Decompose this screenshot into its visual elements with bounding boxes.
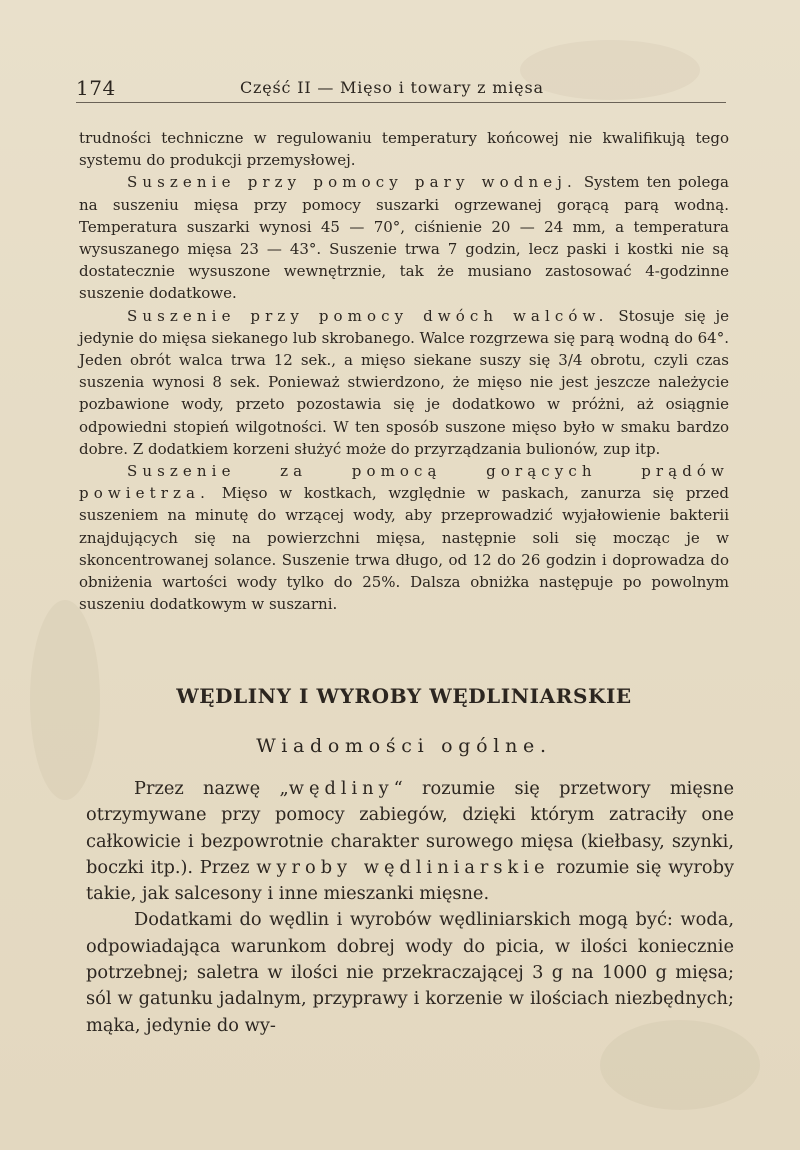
paragraph-hot-air-drying [79, 460, 729, 615]
paragraph-heading: Suszenie przy pomocy pary wodnej. [127, 173, 577, 192]
paragraph-steam-drying [79, 171, 729, 304]
term-wedliny: wędliny [288, 778, 394, 799]
paragraph-roller-drying [79, 305, 729, 460]
text-run: “ rozumie się przetwory mięsne otrzymywane przy pomocy zabiegów, dzięki którym zatraciły one całkowicie i bezpowrotnie charakter surowego mięsa (kiełbasy, szynki, boczki itp.). Przez [86, 778, 734, 878]
subsection-title: Wiadomości ogólne. [256, 735, 552, 757]
text-run: Przez nazwę „ [134, 778, 289, 799]
paragraph-heading: Suszenie przy pomocy dwóch walców. [127, 306, 609, 325]
paragraph-body: Stosuje się je jedynie do mięsa siekanego lub skrobanego. Walce rozgrzewa się parą wodną do 64°. Jeden obrót walca trwa 12 sek., a mięso siekane suszy się 3/4 obrotu, czyli czas suszenia wynosi 8 sek. Ponieważ stwierdzono, że mięso nie jest jeszcze należycie pozbawione wody, przeto pozostawia się je dodatkowo w próżni, aż osiągnie odpowiedni stopień wilgotności. W ten sposób suszone mięso było w smaku bardzo dobre. Z dodatkiem korzeni służyć może do przyrządzania bulionów, zup itp. [79, 306, 729, 458]
paragraph-body: Mięso w kostkach, względnie w paskach, zanurza się przed suszeniem na minutę do wrzącej wody, aby przeprowadzić wyjałowienie bakterii znajdujących się na powierzchni mięsa, następnie soli się mocząc je w skoncentrowanej solance. Suszenie trwa długo, od 12 do 26 godzin i doprowadza do obniżenia wartości wody tylko do 25%. Dalsza obniżka następuje po powolnym suszeniu dodatkowym w suszarni. [79, 484, 729, 614]
page-number: 174 [76, 76, 116, 100]
paragraph-definition [86, 776, 734, 907]
bottom-text-block [86, 776, 734, 1039]
page-header [76, 76, 726, 103]
paragraph-body: System ten polega na suszeniu mięsa przy pomocy suszarki ogrzewanej gorącą parą wodną. Temperatura suszarki wynosi 45 — 70°, ciśnienie 20 — 24 mm, a temperatura wysuszanego mięsa 23 — 43°. Suszenie trwa 7 godzin, lecz paski i kostki nie są dostatecznie wysuszone wewnętrznie, tak że musiano zastosować 4-godzinne suszenie dodatkowe. [79, 173, 729, 303]
top-text-block [79, 127, 729, 615]
paragraph-continuation: trudności techniczne w regulowaniu temperatury końcowej nie kwalifikują tego systemu do produkcji przemysłowej. [79, 129, 729, 170]
section-title: WĘDLINY I WYROBY WĘDLINIARSKIE [176, 684, 632, 708]
paragraph-additives: Dodatkami do wędlin i wyrobów wędliniarskich mogą być: woda, odpowiadająca warunkom dobrej wody do picia, w ilości koniecznie potrzebnej; saletra w ilości nie przekraczającej 3 g na 1000 g mięsa; sól w gatunku jadalnym, przyprawy i korzenie w ilościach niezbędnych; mąka, jedynie do wy- [86, 909, 734, 1036]
running-title: Część II — Mięso i towary z mięsa [240, 78, 544, 97]
paragraph-heading: Suszenie za pomocą gorących prądów powietrza. [79, 462, 729, 503]
term-wyroby-wedliniarskie: wyroby wędliniarskie [256, 856, 550, 878]
text-run: rozumie się wyroby takie, jak salcesony i inne mieszanki mięsne. [86, 856, 734, 905]
